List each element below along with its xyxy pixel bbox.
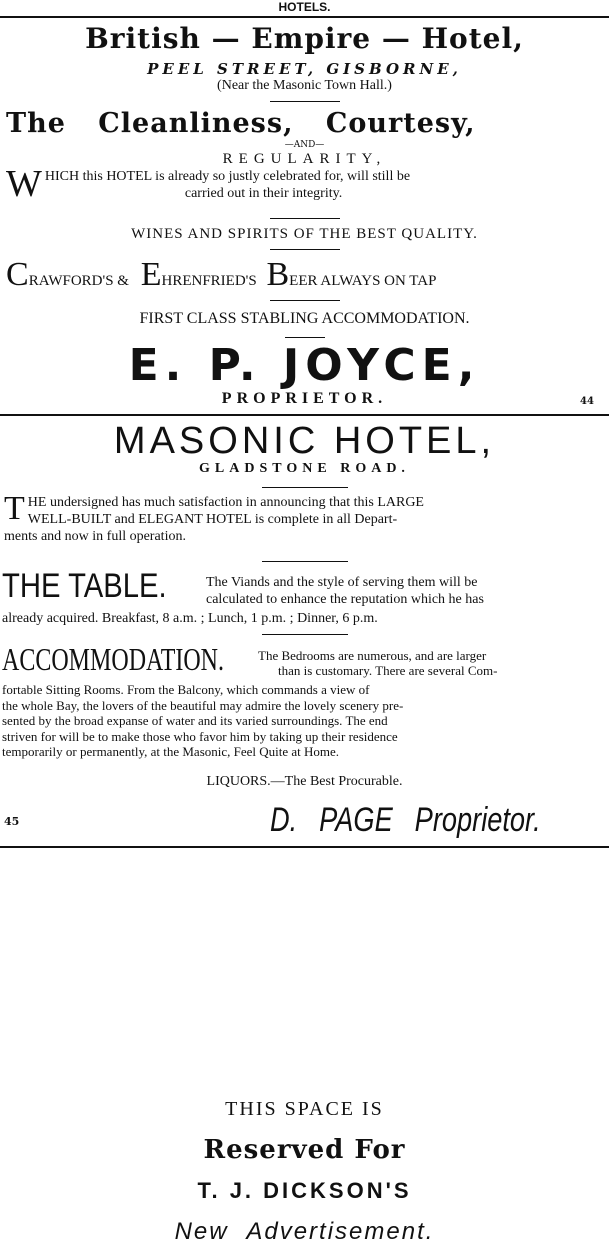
divider — [270, 218, 340, 219]
proprietor-label: PROPRIETOR. — [221, 390, 388, 407]
section-rule — [0, 414, 609, 416]
regularity-text: REGULARITY, — [222, 151, 387, 167]
stabling-line: FIRST CLASS STABLING ACCOMMODATION. — [139, 310, 470, 327]
drop-cap-w: W — [6, 163, 42, 205]
cleanliness-headline: The Cleanliness, Courtesy, — [6, 108, 476, 139]
header-rule — [0, 16, 609, 18]
intro-paragraph: T HE undersigned has much satisfaction in announcing that this LARGE WELL-BUILT and ELEGANT HOTEL is complete in all Depart- ments and now in full operation. — [4, 490, 424, 544]
reserved-line-4: New Advertisement. — [174, 1218, 435, 1245]
drop-cap-e: E — [140, 256, 162, 293]
accommodation-body: fortable Sitting Rooms. From the Balcony, which commands a view of the whole Bay, the lovers of the beautiful may admire the lovely scenery pre- sented by the broad expanse of water and its varied surroundings. The end striven for will be to make those who favor him by taking up their residence temporarily or permanently, at the Masonic, Feel Quite at Home. — [2, 682, 404, 759]
divider — [270, 249, 340, 250]
british-empire-location-note: (Near the Masonic Town Hall.) — [217, 78, 392, 93]
ad-number: 44 — [580, 396, 594, 407]
divider — [262, 634, 348, 635]
drop-cap-t: T — [4, 490, 25, 527]
accommodation-intro: The Bedrooms are numerous, and are larger than is customary. There are several Com- — [258, 648, 498, 678]
and-label: —AND— — [284, 140, 325, 150]
british-empire-title: British — Empire — Hotel, — [85, 22, 524, 55]
divider — [262, 487, 348, 488]
table-text: The Viands and the style of serving them will be calculated to enhance the reputation which he has — [206, 575, 484, 607]
divider — [270, 300, 340, 301]
liquors-line: LIQUORS.—The Best Procurable. — [206, 774, 403, 789]
drop-cap-c: C — [6, 256, 29, 293]
divider — [262, 561, 348, 562]
beer-line: CRAWFORD'S & EHRENFRIED'S BEER ALWAYS ON TAP — [6, 256, 437, 293]
ad-number: 45 — [4, 815, 20, 828]
masonic-proprietor: D. PAGE Proprietor. — [270, 801, 541, 839]
table-heading: THE TABLE. — [2, 567, 167, 605]
divider — [285, 337, 325, 338]
reserved-line-2: Reserved For — [203, 1135, 406, 1165]
wines-line: WINES AND SPIRITS OF THE BEST QUALITY. — [131, 226, 478, 242]
which-paragraph: W HICH this HOTEL is already so justly celebrated for, will still be carried out in their integrity. — [6, 163, 411, 205]
reserved-line-3: T. J. DICKSON'S — [197, 1178, 412, 1203]
masonic-title: MASONIC HOTEL, — [113, 420, 496, 462]
divider — [270, 101, 340, 102]
masonic-address: GLADSTONE ROAD. — [199, 461, 410, 476]
british-empire-address: PEEL STREET, GISBORNE, — [147, 60, 462, 78]
reserved-line-1: THIS SPACE IS — [225, 1098, 384, 1120]
accommodation-heading: ACCOMMODATION. — [2, 641, 225, 677]
section-rule — [0, 846, 609, 848]
meal-times: already acquired. Breakfast, 8 a.m. ; Lunch, 1 p.m. ; Dinner, 6 p.m. — [2, 611, 378, 626]
section-header: HOTELS. — [278, 0, 331, 14]
drop-cap-b: B — [266, 256, 290, 293]
proprietor-name: E. P. JOYCE, — [128, 340, 481, 391]
